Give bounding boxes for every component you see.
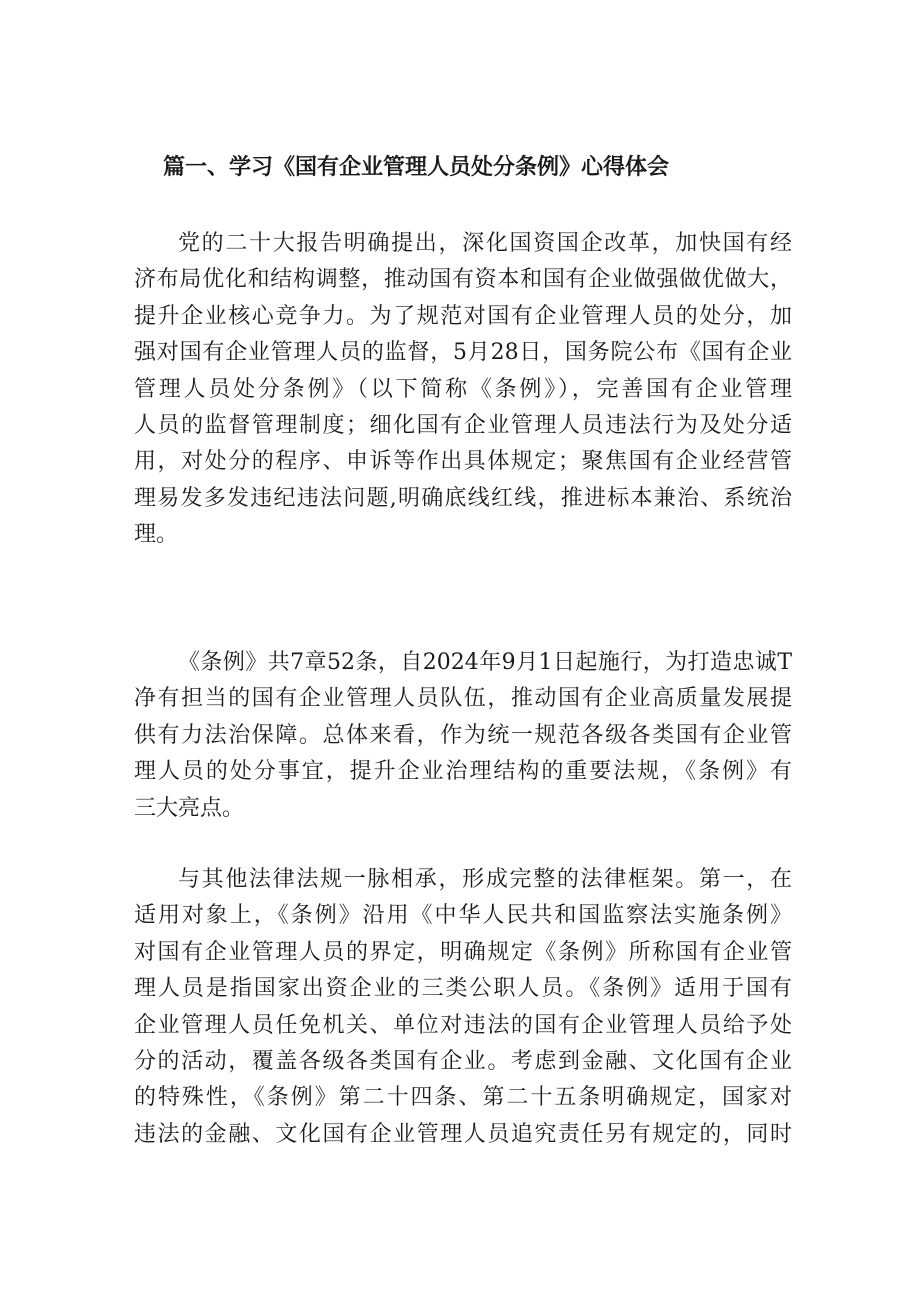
- paragraph-line: 理人员是指国家出资企业的三类公职人员。《条例》适用于国有: [134, 976, 792, 1002]
- paragraph-line: 提升企业核心竞争力。为了规范对国有企业管理人员的处分，加: [134, 303, 792, 329]
- paragraph-line: 用，对处分的程序、申诉等作出具体规定；聚焦国有企业经营管: [134, 449, 792, 475]
- paragraph-line: 强对国有企业管理人员的监督，5月28日，国务院公布《国有企业: [134, 340, 792, 366]
- paragraph-line: 理。: [134, 522, 179, 548]
- paragraph-line: 违法的金融、文化国有企业管理人员追究责任另有规定的，同时: [134, 1121, 792, 1147]
- paragraph-line: 理人员的处分事宜，提升企业治理结构的重要法规，《条例》有: [134, 759, 792, 785]
- paragraph-line: 的特殊性，《条例》第二十四条、第二十五条明确规定，国家对: [134, 1085, 792, 1111]
- paragraph-line: 净有担当的国有企业管理人员队伍，推动国有企业高质量发展提: [134, 686, 792, 712]
- paragraph-line: 分的活动，覆盖各级各类国有企业。考虑到金融、文化国有企业: [134, 1049, 792, 1075]
- paragraph-line: 人员的监督管理制度；细化国有企业管理人员违法行为及处分适: [134, 413, 792, 439]
- document-title: 篇一、学习《国有企业管理人员处分条例》心得体会: [163, 155, 670, 180]
- paragraph-line: 济布局优化和结构调整，推动国有资本和国有企业做强做优做大，: [134, 267, 792, 293]
- paragraph-line: 党的二十大报告明确提出，深化国资国企改革，加快国有经: [178, 231, 792, 256]
- paragraph-line: 《条例》共7章52条，自2024年9月1日起施行，为打造忠诚T: [178, 650, 792, 675]
- paragraph-line: 管理人员处分条例》（以下简称《条例》），完善国有企业管理: [134, 376, 792, 402]
- paragraph-2: [134, 645, 792, 827]
- paragraph-line: 企业管理人员任免机关、单位对违法的国有企业管理人员给予处: [134, 1012, 792, 1038]
- paragraph-line: 三大亮点。: [134, 795, 245, 821]
- paragraph-line: 对国有企业管理人员的界定，明确规定《条例》所称国有企业管: [134, 939, 792, 965]
- paragraph-3: [134, 862, 792, 1153]
- paragraph-1: [134, 226, 792, 554]
- paragraph-line: 与其他法律法规一脉相承，形成完整的法律框架。第一，在: [178, 867, 792, 892]
- paragraph-line: 适用对象上，《条例》沿用《中华人民共和国监察法实施条例》: [134, 903, 792, 929]
- paragraph-line: 供有力法治保障。总体来看，作为统一规范各级各类国有企业管: [134, 722, 792, 748]
- paragraph-line: 理易发多发违纪违法问题,明确底线红线，推进标本兼治、系统治: [134, 485, 792, 511]
